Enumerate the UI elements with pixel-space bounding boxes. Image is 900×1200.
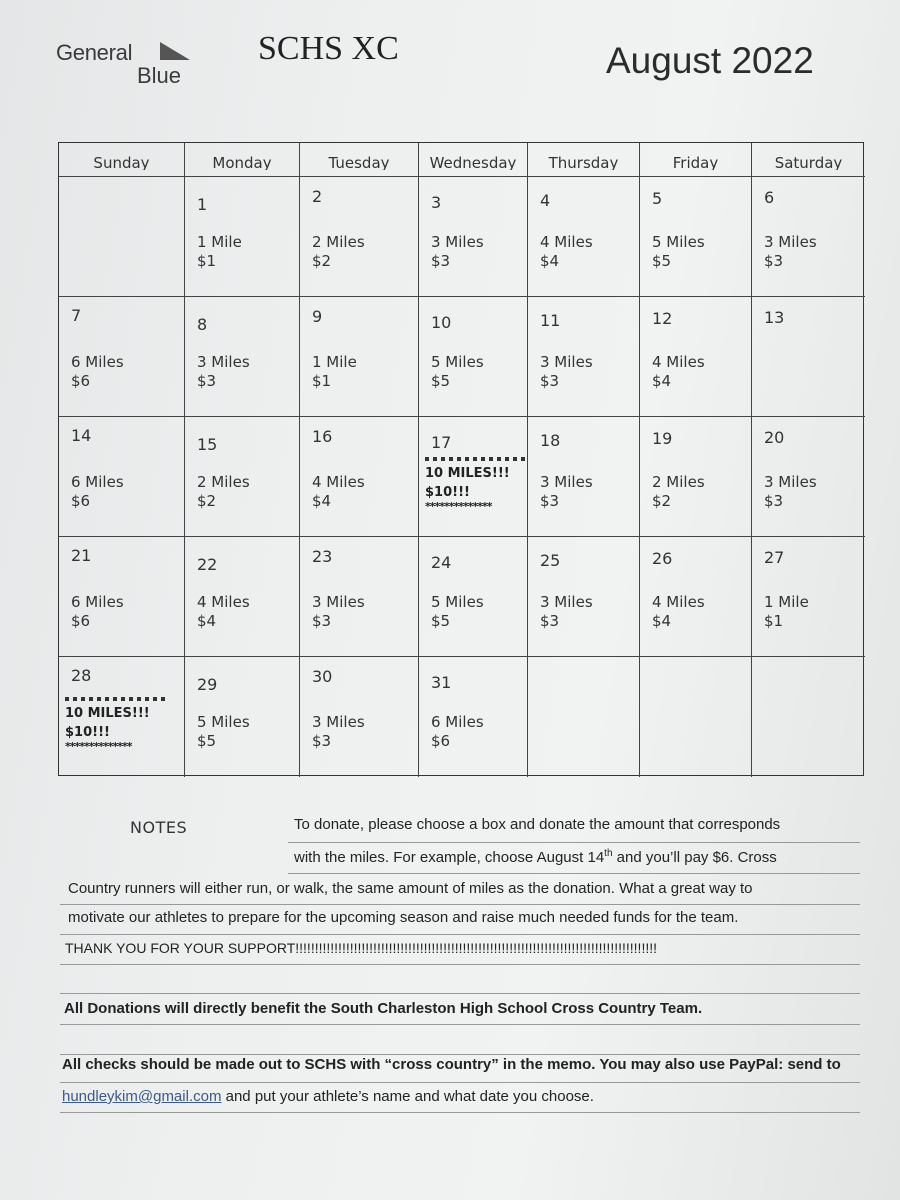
day-miles: 6 Miles	[431, 713, 484, 731]
day-cell-15	[185, 417, 300, 537]
day-cell-22	[185, 537, 300, 657]
day-pledge	[312, 353, 357, 391]
notes-rule	[60, 1054, 860, 1055]
day-miles: 3 Miles	[764, 233, 817, 251]
day-pledge	[540, 353, 593, 391]
day-miles: 4 Miles	[652, 593, 705, 611]
day-amount: $3	[540, 612, 560, 630]
logo-text-blue: Blue	[137, 63, 182, 88]
notes-line-3: Country runners will either run, or walk, the same amount of miles as the donation. What a great way to	[68, 880, 753, 897]
day-miles: 4 Miles	[652, 353, 705, 371]
day-amount: $10!!!	[425, 485, 470, 500]
day-amount: $5	[197, 732, 217, 750]
day-cell-10	[419, 297, 528, 417]
day-number: 8	[197, 315, 208, 334]
day-miles: 3 Miles	[540, 593, 593, 611]
day-miles: 2 Miles	[312, 233, 365, 251]
day-amount: $6	[431, 732, 451, 750]
day-amount: $6	[71, 372, 91, 390]
day-amount: $3	[431, 252, 451, 270]
day-header-thursday: Thursday	[528, 143, 640, 177]
stars-decoration: **************	[425, 500, 492, 513]
day-cell-21	[59, 537, 185, 657]
paypal-email-link[interactable]: hundleykim@gmail.com	[62, 1088, 222, 1105]
notes-line-1: To donate, please choose a box and donate the amount that corresponds	[294, 816, 781, 833]
day-amount: $4	[652, 612, 672, 630]
day-number: 14	[71, 426, 92, 445]
day-miles: 5 Miles	[197, 713, 250, 731]
day-amount: $4	[197, 612, 217, 630]
day-pledge	[652, 353, 705, 391]
notes-line-2: with the miles. For example, choose August 14th and you’ll pay $6. Cross	[294, 848, 777, 866]
day-header-sunday: Sunday	[59, 143, 185, 177]
day-miles: 4 Miles	[197, 593, 250, 611]
empty-day-cell	[752, 657, 865, 777]
day-miles: 6 Miles	[71, 473, 124, 491]
day-cell-5	[640, 177, 752, 297]
notes-rule	[60, 993, 860, 994]
day-pledge	[431, 233, 484, 271]
notes-rule	[60, 934, 860, 935]
day-number: 5	[652, 189, 663, 208]
dotted-border	[65, 697, 165, 701]
day-amount: $2	[652, 492, 672, 510]
day-miles: 3 Miles	[540, 473, 593, 491]
day-cell-26	[640, 537, 752, 657]
day-miles: 5 Miles	[652, 233, 705, 251]
day-cell-31	[419, 657, 528, 777]
day-cell-12	[640, 297, 752, 417]
day-pledge	[197, 473, 250, 511]
day-number: 2	[312, 187, 323, 206]
day-cell-1	[185, 177, 300, 297]
day-miles: 3 Miles	[540, 353, 593, 371]
day-cell-6	[752, 177, 865, 297]
day-header-saturday: Saturday	[752, 143, 865, 177]
month-title: August 2022	[606, 40, 814, 81]
day-pledge	[71, 473, 124, 511]
day-pledge	[197, 593, 250, 631]
day-miles: 6 Miles	[71, 353, 124, 371]
notes-checks: All checks should be made out to SCHS with “cross country” in the memo. You may also use PayPal: send to	[62, 1056, 841, 1073]
day-number: 26	[652, 549, 673, 568]
day-miles: 3 Miles	[312, 713, 365, 731]
notes-donations-benefit: All Donations will directly benefit the South Charleston High School Cross Country Team.	[64, 1000, 703, 1017]
day-amount: $6	[71, 492, 91, 510]
day-amount: $3	[197, 372, 217, 390]
day-miles: 3 Miles	[431, 233, 484, 251]
day-cell-20	[752, 417, 865, 537]
day-header-wednesday: Wednesday	[419, 143, 528, 177]
day-miles: 10 MILES!!!	[425, 466, 510, 481]
day-cell-14	[59, 417, 185, 537]
day-amount: $5	[431, 612, 451, 630]
day-number: 4	[540, 191, 551, 210]
day-number: 12	[652, 309, 673, 328]
day-amount: $4	[540, 252, 560, 270]
day-amount: $4	[312, 492, 332, 510]
day-number: 22	[197, 555, 218, 574]
day-cell-2	[300, 177, 419, 297]
notes-rule	[288, 873, 860, 874]
day-pledge	[431, 593, 484, 631]
notes-paypal-line: hundleykim@gmail.com and put your athlete’s name and what date you choose.	[62, 1088, 594, 1105]
day-cell-30	[300, 657, 419, 777]
day-amount: $1	[197, 252, 217, 270]
day-amount: $2	[197, 492, 217, 510]
special-10-mile-day	[425, 457, 525, 512]
day-pledge	[197, 233, 242, 271]
day-number: 9	[312, 307, 323, 326]
notes-rule	[60, 1024, 860, 1025]
day-miles: 2 Miles	[197, 473, 250, 491]
day-amount: $2	[312, 252, 332, 270]
day-pledge	[71, 593, 124, 631]
special-10-mile-day	[65, 697, 165, 752]
day-pledge	[71, 353, 124, 391]
day-pledge	[652, 473, 705, 511]
day-number: 11	[540, 311, 561, 330]
day-cell-23	[300, 537, 419, 657]
day-pledge	[312, 233, 365, 271]
day-cell-8	[185, 297, 300, 417]
day-amount: $10!!!	[65, 725, 110, 740]
day-number: 21	[71, 546, 92, 565]
page-title: SCHS XC	[258, 30, 399, 67]
day-number: 29	[197, 675, 218, 694]
day-pledge	[312, 593, 365, 631]
day-pledge	[197, 353, 250, 391]
day-amount: $1	[312, 372, 332, 390]
day-amount: $6	[71, 612, 91, 630]
day-header-tuesday: Tuesday	[300, 143, 419, 177]
day-miles: 3 Miles	[197, 353, 250, 371]
empty-day-cell	[640, 657, 752, 777]
day-cell-13	[752, 297, 865, 417]
stars-decoration: **************	[65, 740, 132, 753]
day-cell-3	[419, 177, 528, 297]
day-pledge	[312, 473, 365, 511]
day-pledge	[431, 713, 484, 751]
logo-text-general: General	[56, 40, 133, 65]
day-number: 19	[652, 429, 673, 448]
day-pledge	[652, 233, 705, 271]
day-miles: 5 Miles	[431, 593, 484, 611]
day-number: 27	[764, 548, 785, 567]
day-miles: 4 Miles	[540, 233, 593, 251]
day-pledge	[764, 593, 809, 631]
notes-rule	[60, 904, 860, 905]
day-amount: $3	[312, 732, 332, 750]
day-pledge	[540, 593, 593, 631]
day-cell-25	[528, 537, 640, 657]
day-cell-7	[59, 297, 185, 417]
day-cell-11	[528, 297, 640, 417]
day-cell-28	[59, 657, 185, 777]
day-number: 25	[540, 551, 561, 570]
day-miles: 5 Miles	[431, 353, 484, 371]
day-pledge	[540, 473, 593, 511]
day-number: 13	[764, 308, 785, 327]
day-miles: 1 Mile	[197, 233, 242, 251]
day-amount: $3	[312, 612, 332, 630]
day-pledge	[764, 233, 817, 271]
notes-rule	[60, 1082, 860, 1083]
calendar-grid	[58, 142, 864, 776]
day-cell-4	[528, 177, 640, 297]
day-cell-18	[528, 417, 640, 537]
empty-day-cell	[528, 657, 640, 777]
day-number: 3	[431, 193, 442, 212]
day-header-monday: Monday	[185, 143, 300, 177]
day-number: 20	[764, 428, 785, 447]
general-blue-logo	[56, 40, 206, 90]
day-number: 23	[312, 547, 333, 566]
day-cell-19	[640, 417, 752, 537]
day-pledge	[764, 473, 817, 511]
day-miles: 1 Mile	[312, 353, 357, 371]
day-number: 31	[431, 673, 452, 692]
day-amount: $4	[652, 372, 672, 390]
day-cell-9	[300, 297, 419, 417]
day-miles: 3 Miles	[764, 473, 817, 491]
day-miles: 2 Miles	[652, 473, 705, 491]
day-number: 18	[540, 431, 561, 450]
day-header-friday: Friday	[640, 143, 752, 177]
empty-day-cell	[59, 177, 185, 297]
day-miles: 1 Mile	[764, 593, 809, 611]
day-amount: $3	[764, 492, 784, 510]
day-pledge	[540, 233, 593, 271]
day-number: 28	[71, 666, 92, 685]
day-amount: $3	[764, 252, 784, 270]
logo-triangle-icon	[160, 42, 190, 60]
day-number: 17	[431, 433, 452, 452]
day-amount: $1	[764, 612, 784, 630]
dotted-border	[425, 457, 525, 461]
notes-label: NOTES	[130, 818, 188, 837]
day-number: 7	[71, 306, 82, 325]
day-number: 15	[197, 435, 218, 454]
day-cell-24	[419, 537, 528, 657]
day-miles: 4 Miles	[312, 473, 365, 491]
day-number: 30	[312, 667, 333, 686]
day-miles: 6 Miles	[71, 593, 124, 611]
day-number: 24	[431, 553, 452, 572]
notes-line-4: motivate our athletes to prepare for the upcoming season and raise much needed funds for the team.	[68, 909, 739, 926]
day-cell-27	[752, 537, 865, 657]
notes-rule	[60, 1112, 860, 1113]
notes-thank-you: THANK YOU FOR YOUR SUPPORT!!!!!!!!!!!!!!!!!!!!!!!!!!!!!!!!!!!!!!!!!!!!!!!!!!!!!!!!!!!!!!!!!!!!!!!!!!!!!!!!!!!!!!!!!!!!!	[65, 940, 657, 956]
day-amount: $5	[431, 372, 451, 390]
day-pledge	[652, 593, 705, 631]
day-miles: 10 MILES!!!	[65, 706, 150, 721]
day-number: 1	[197, 195, 208, 214]
day-cell-29	[185, 657, 300, 777]
day-amount: $5	[652, 252, 672, 270]
day-number: 16	[312, 427, 333, 446]
notes-rule	[60, 964, 860, 965]
day-number: 6	[764, 188, 775, 207]
day-cell-16	[300, 417, 419, 537]
day-pledge	[431, 353, 484, 391]
day-pledge	[312, 713, 365, 751]
day-amount: $3	[540, 492, 560, 510]
notes-rule	[288, 842, 860, 843]
day-pledge	[197, 713, 250, 751]
day-miles: 3 Miles	[312, 593, 365, 611]
day-amount: $3	[540, 372, 560, 390]
day-number: 10	[431, 313, 452, 332]
day-cell-17	[419, 417, 528, 537]
